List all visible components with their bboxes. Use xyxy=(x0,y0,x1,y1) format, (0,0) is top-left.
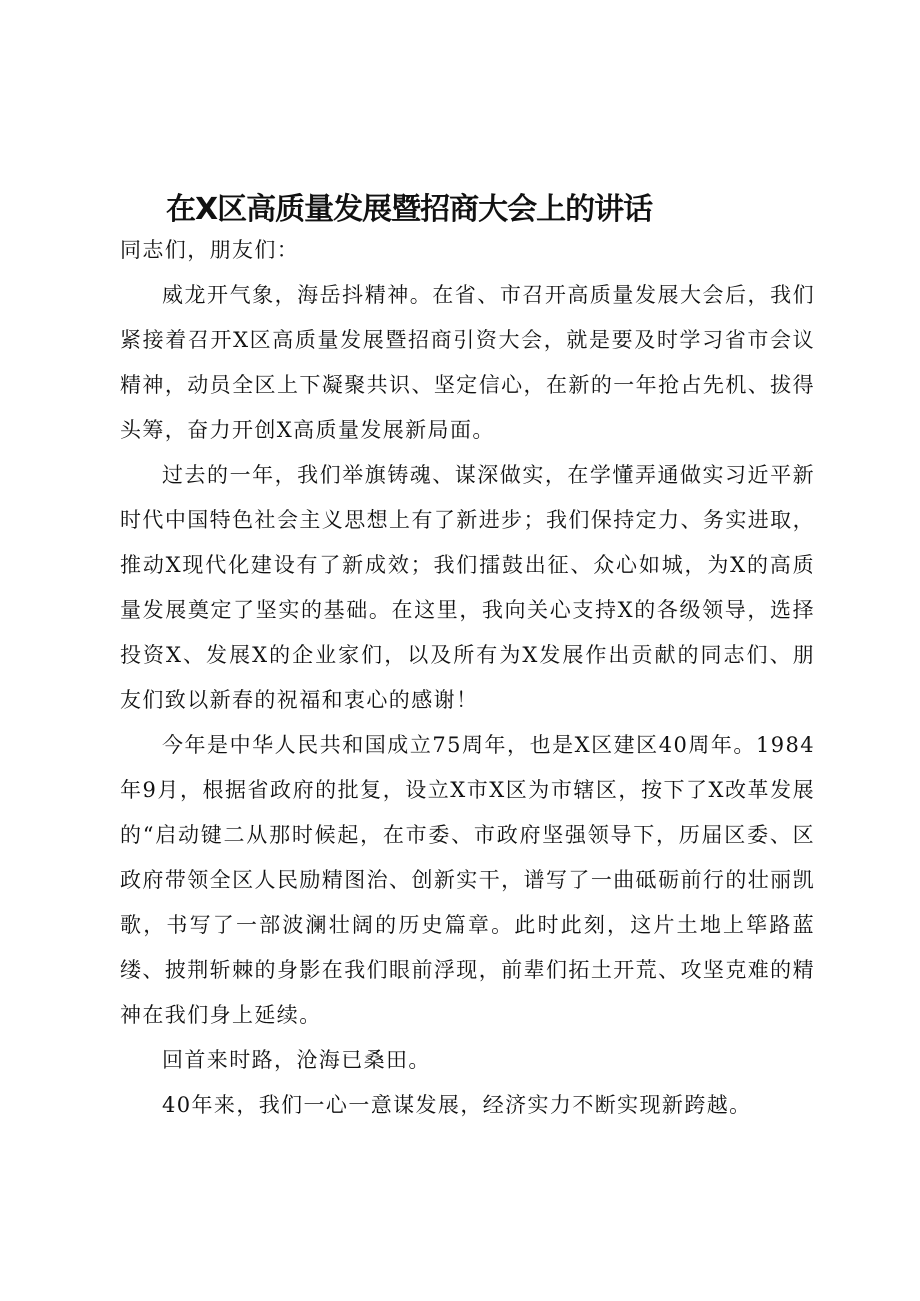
paragraph-anniversary: 今年是中华人民共和国成立75周年，也是X区建区40周年。1984年9月，根据省政府的批复，设立X市X区为市辖区，按下了X改革发展的“启动键二从那时候起，在市委、市政府坚强领导下，历届区委、区政府带领全区人民励精图治、创新实干，谱写了一曲砥砺前行的壮丽凯歌，书写了一部波澜壮阔的历史篇章。此时此刻，这片土地上筚路蓝缕、披荆斩棘的身影在我们眼前浮现，前辈们拓土开荒、攻坚克难的精神在我们身上延续。 xyxy=(120,733,815,1027)
paragraph-past-year: 过去的一年，我们举旗铸魂、谋深做实，在学懂弄通做实习近平新时代中国特色社会主义思想上有了新进步；我们保持定力、务实进取，推动X现代化建设有了新成效；我们擂鼓出征、众心如城，为X的高质量发展奠定了坚实的基础。在这里，我向关心支持X的各级领导，选择投资X、发展X的企业家们，以及所有为X发展作出贡献的同志们、朋友们致以新春的祝福和衷心的感谢！ xyxy=(120,463,815,712)
document-body xyxy=(120,228,815,1128)
paragraph-forty-years: 40年来，我们一心一意谋发展，经济实力不断实现新跨越。 xyxy=(162,1093,752,1117)
salutation: 同志们，朋友们： xyxy=(120,238,300,262)
paragraph-opening: 威龙开气象，海岳抖精神。在省、市召开高质量发展大会后，我们紧接着召开X区高质量发展暨招商引资大会，就是要及时学习省市会议精神，动员全区上下凝聚共识、坚定信心，在新的一年抢占先机、拔得头筹，奋力开创X高质量发展新局面。 xyxy=(120,283,815,442)
paragraph-look-back: 回首来时路，沧海已桑田。 xyxy=(162,1048,431,1072)
document-title: 在X区高质量发展暨招商大会上的讲话 xyxy=(166,192,653,228)
